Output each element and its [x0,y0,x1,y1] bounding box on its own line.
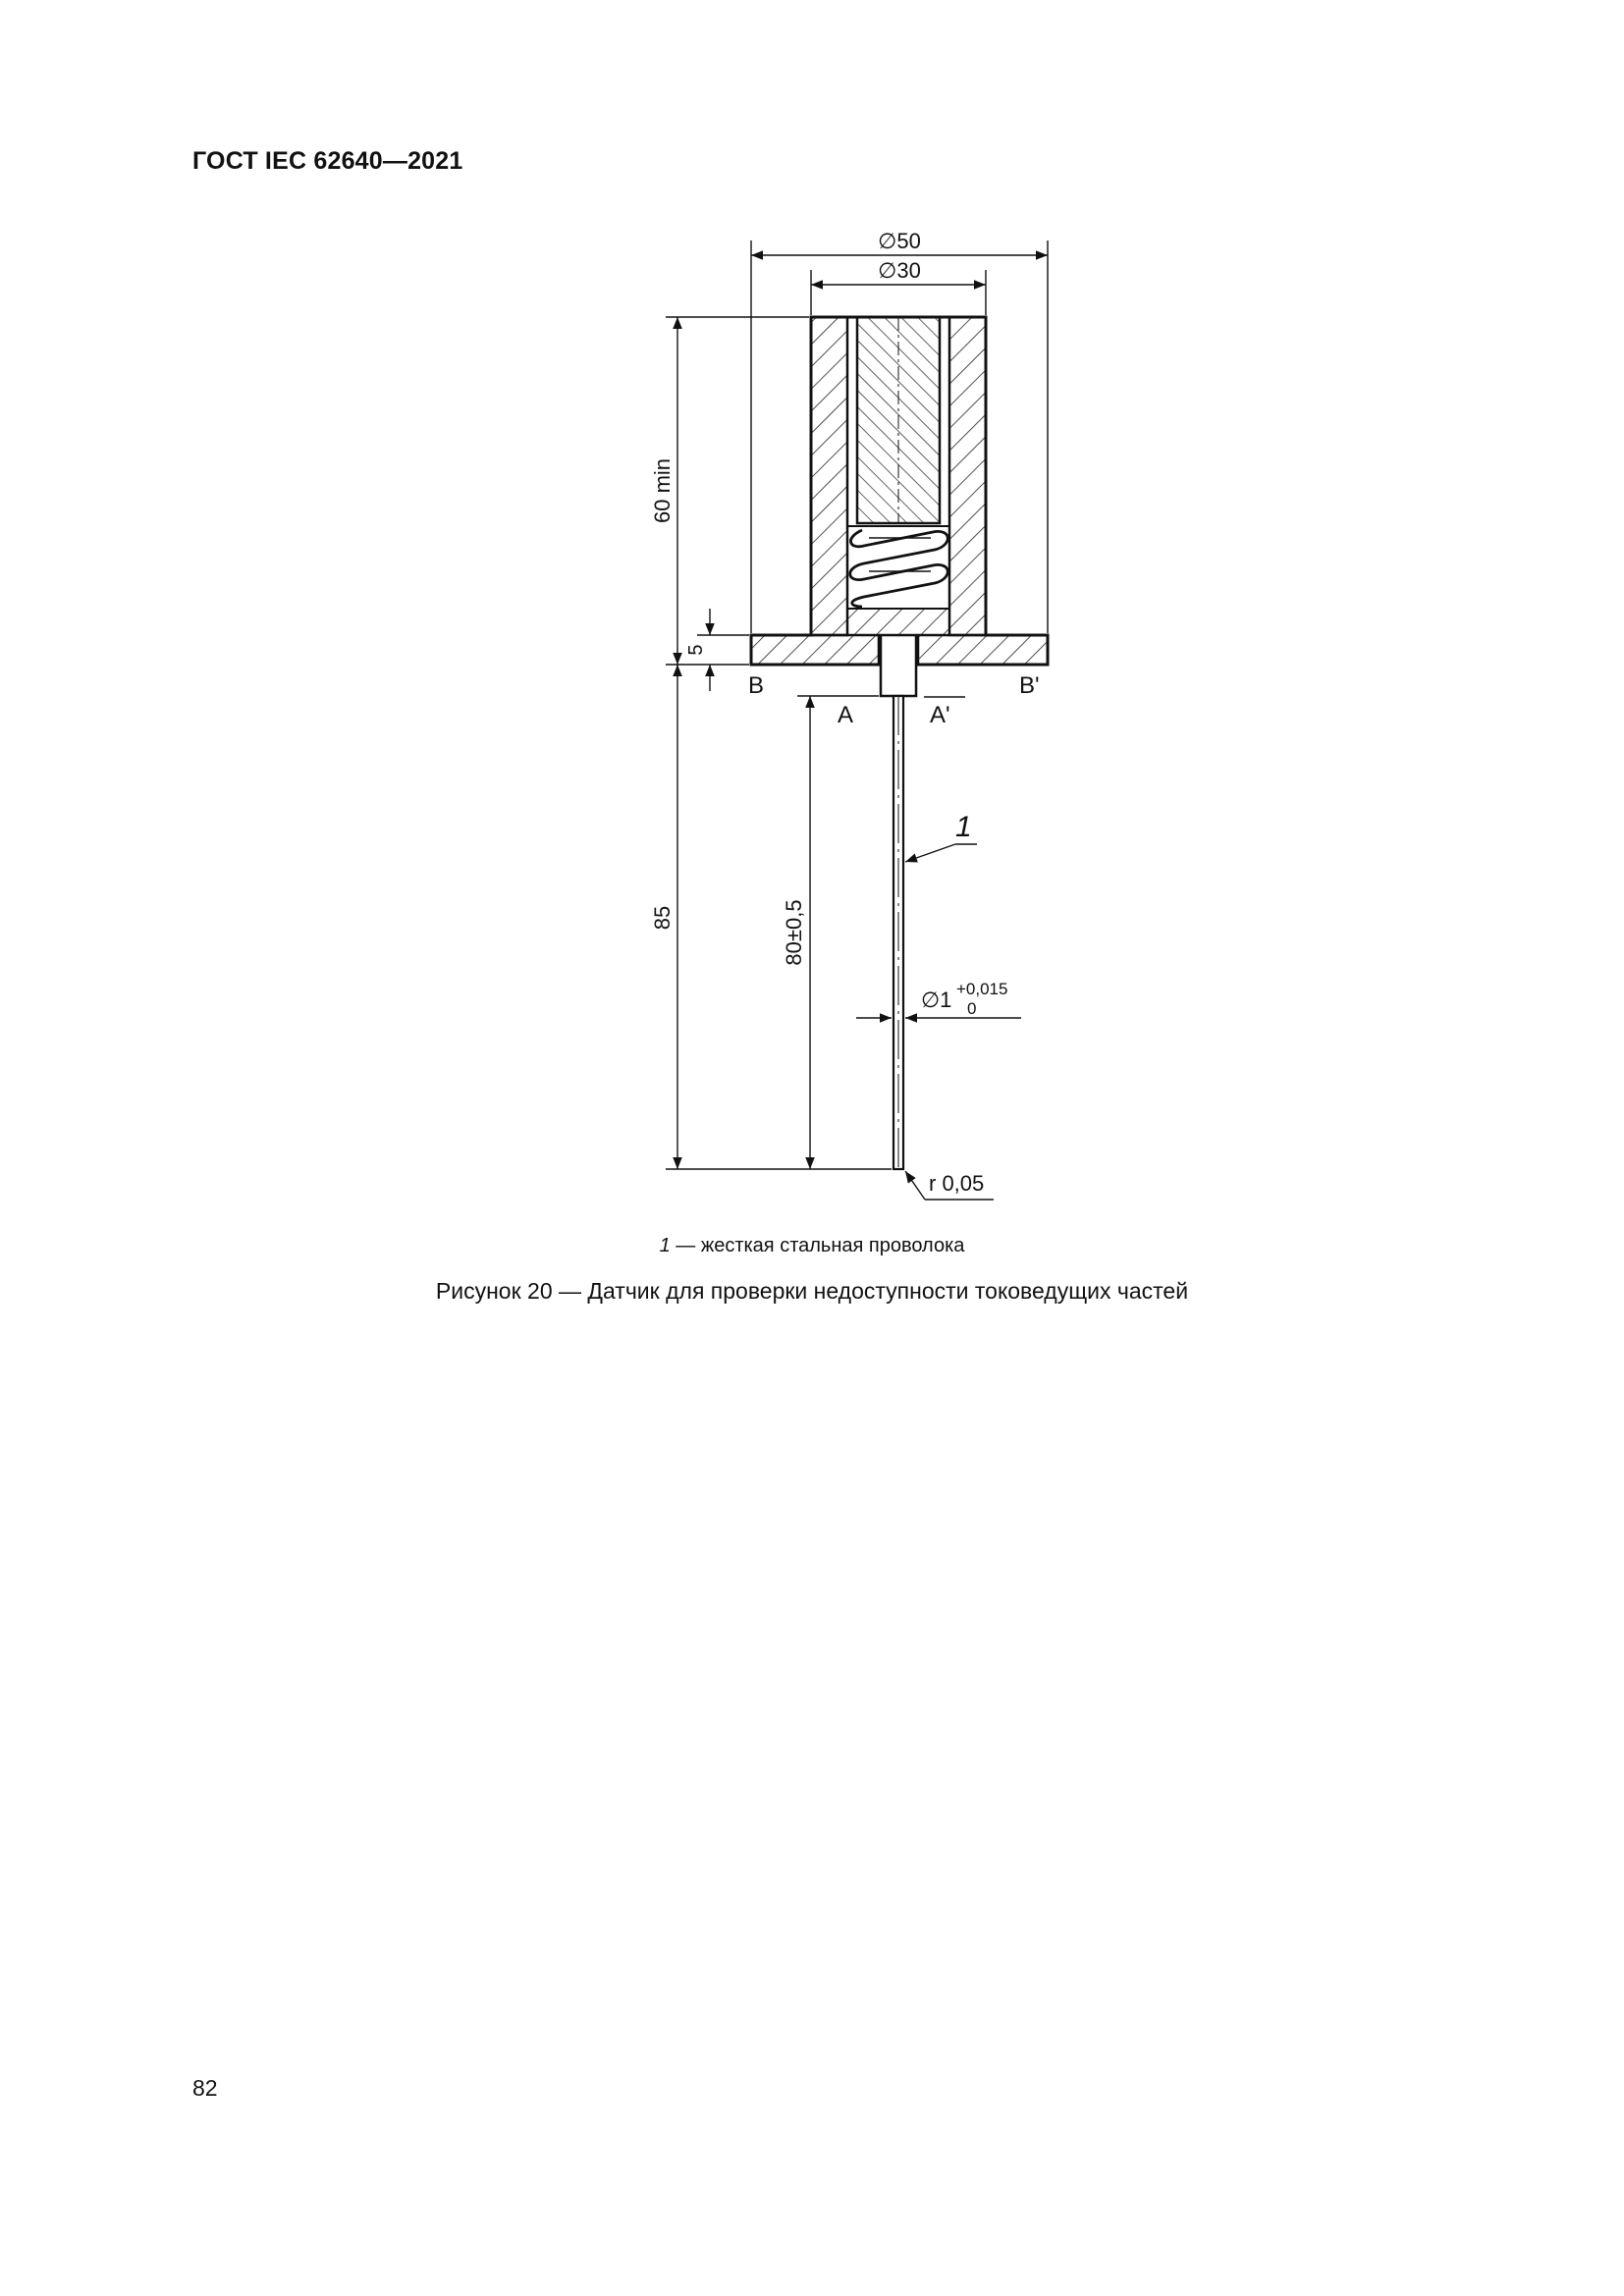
label-a-prime: A' [930,702,950,728]
callout-1-label: 1 [955,811,972,843]
housing-right-wall [949,317,986,635]
dim-d1-tol-upper: +0,015 [956,980,1008,998]
dim-5 [666,609,749,691]
plunger [857,317,940,523]
legend-number: 1 [659,1235,671,1256]
figure-legend [0,1235,1624,1257]
page-number: 82 [192,2075,218,2101]
label-a: A [838,702,854,728]
dim-60 [650,317,809,665]
legend-text: — жесткая стальная проволока [670,1235,965,1256]
label-b-prime: B' [1019,672,1040,699]
housing-base-right [918,635,1048,665]
dim-d1 [856,980,1021,1018]
dim-radius [905,1171,994,1200]
dim-d1-tol-lower: 0 [967,999,977,1018]
dim-d50-label: ∅50 [878,229,921,253]
callout-1 [905,811,977,862]
test-wire [881,635,916,1169]
dim-radius-label: r 0,05 [929,1171,985,1196]
label-b: B [748,672,765,699]
dim-60-label: 60 min [650,457,675,524]
document-header: ГОСТ IEC 62640—2021 [192,147,463,175]
wire-collar [881,635,916,696]
dim-5-label: 5 [685,644,707,656]
dim-85 [650,665,892,1169]
figure-caption: Рисунок 20 — Датчик для проверки недоступности токоведущих частей [435,1278,1189,1304]
housing-base [751,635,879,665]
housing-floor [847,609,949,635]
dim-d1-label: ∅1 [921,988,952,1012]
dim-d30-label: ∅30 [878,258,921,283]
housing-left-wall [811,317,847,635]
dim-d30 [811,258,986,315]
spring [847,526,949,607]
dim-80 [782,696,879,1169]
dim-80-label: 80±0,5 [782,899,806,966]
dim-85-label: 85 [650,905,675,931]
